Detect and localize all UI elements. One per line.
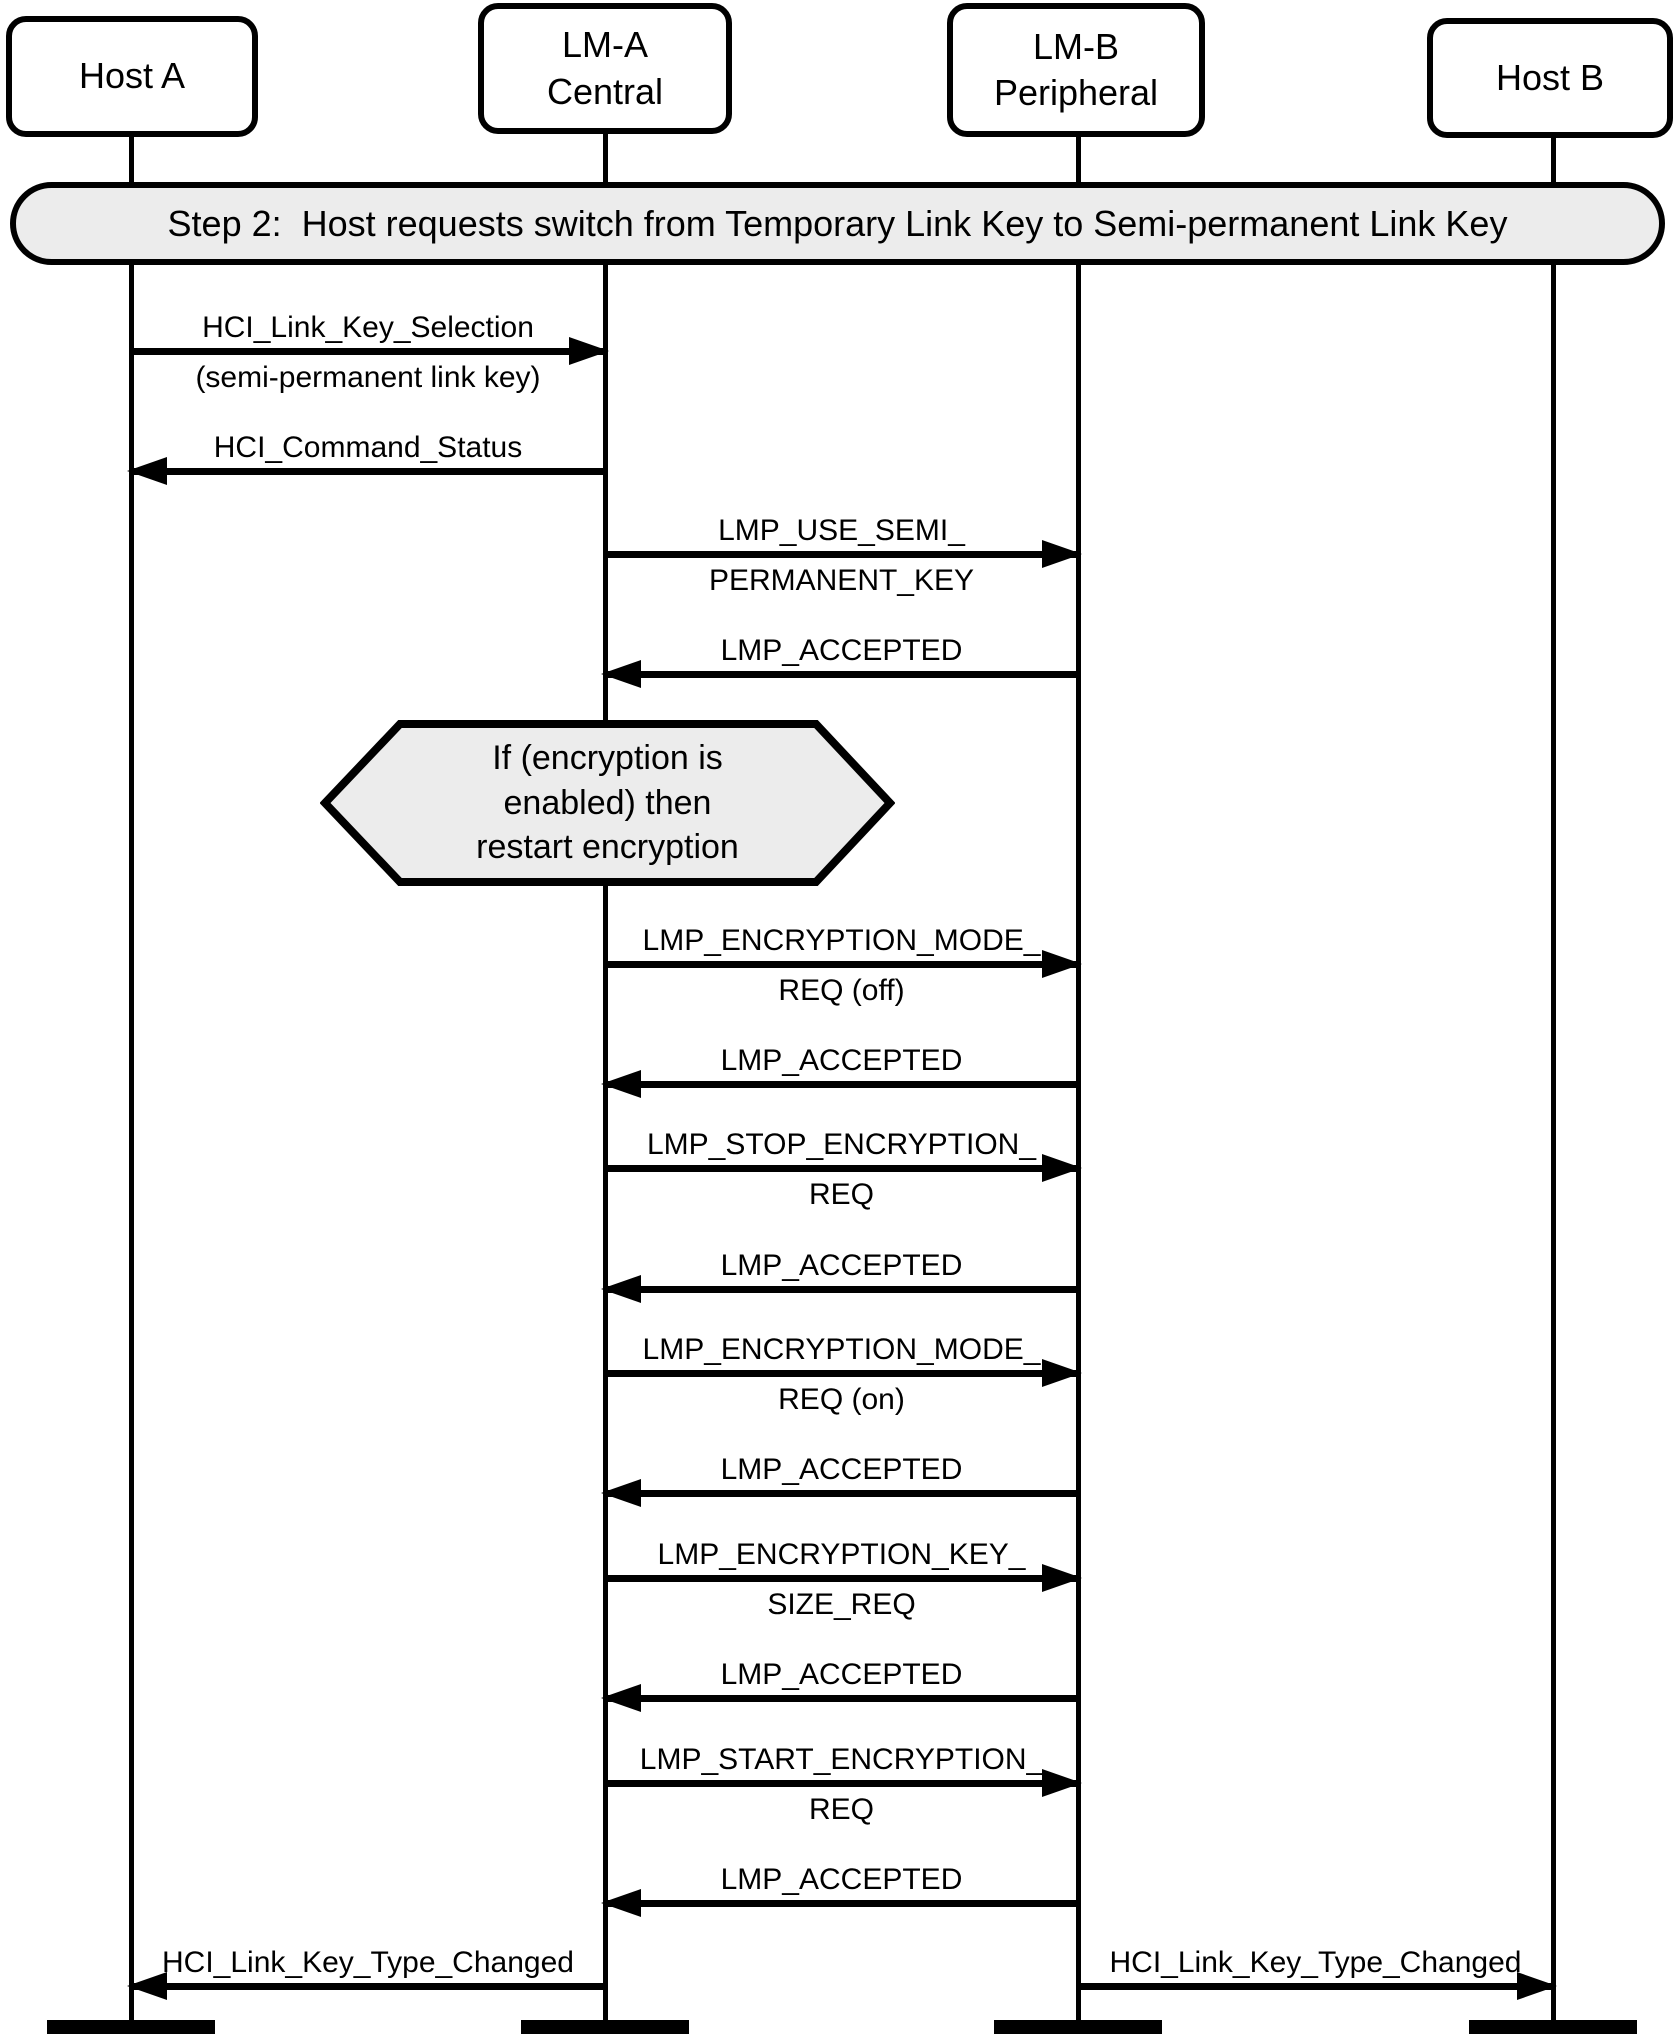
message-label: LMP_STOP_ENCRYPTION_ xyxy=(646,1128,1037,1161)
message-sublabel: REQ (on) xyxy=(778,1383,905,1416)
arrowhead-left-icon xyxy=(601,660,641,688)
message-label: HCI_Link_Key_Type_Changed xyxy=(162,1946,574,1979)
arrowhead-left-icon xyxy=(601,1889,641,1917)
actor-box-lm-a-central xyxy=(478,3,732,134)
message-label: HCI_Link_Key_Type_Changed xyxy=(1109,1946,1522,1979)
step-banner xyxy=(10,182,1665,265)
condition-line: enabled) then xyxy=(503,783,712,822)
condition-text xyxy=(320,718,895,888)
lifeline-end-bar xyxy=(1469,2020,1637,2034)
message-label: LMP_ACCEPTED xyxy=(720,1044,963,1077)
arrowhead-left-icon xyxy=(127,457,167,485)
message-label: LMP_USE_SEMI_ xyxy=(718,514,965,547)
arrowhead-left-icon xyxy=(601,1275,641,1303)
arrowhead-right-icon xyxy=(1517,1972,1557,2000)
lifeline-end-bar xyxy=(47,2020,215,2034)
message-label: LMP_ENCRYPTION_MODE_ xyxy=(642,1333,1041,1366)
arrowhead-left-icon xyxy=(601,1070,641,1098)
arrow-shaft xyxy=(605,1370,1078,1377)
actor-label: LM-A xyxy=(561,24,648,66)
message-label: HCI_Link_Key_Selection xyxy=(202,311,534,344)
lifeline-host-b xyxy=(1551,138,1556,2034)
message-label: LMP_ACCEPTED xyxy=(720,634,963,667)
arrow-shaft xyxy=(605,551,1078,558)
message-label: HCI_Command_Status xyxy=(213,431,523,464)
arrow-shaft xyxy=(131,468,605,475)
message-label: LMP_ACCEPTED xyxy=(720,1453,963,1486)
condition-line: restart encryption xyxy=(476,828,739,867)
step-banner-text: Step 2: Host requests switch from Temporary Link Key to Semi-permanent Link Key xyxy=(167,202,1508,244)
arrow-shaft xyxy=(605,1780,1078,1787)
arrow-shaft xyxy=(605,671,1078,678)
arrow-shaft xyxy=(605,1900,1078,1907)
lifeline-end-bar xyxy=(994,2020,1162,2034)
message-label: LMP_ACCEPTED xyxy=(720,1658,963,1691)
actor-label: LM-B xyxy=(1032,25,1119,67)
arrow-shaft xyxy=(605,1575,1078,1582)
arrow-shaft xyxy=(131,348,605,355)
arrowhead-left-icon xyxy=(601,1479,641,1507)
message-sublabel: PERMANENT_KEY xyxy=(708,564,975,597)
arrow-shaft xyxy=(605,1490,1078,1497)
arrow-shaft xyxy=(605,1695,1078,1702)
arrow-shaft xyxy=(605,1081,1078,1088)
actor-label: Host A xyxy=(78,55,186,97)
arrow-shaft xyxy=(605,1286,1078,1293)
lifeline-host-a xyxy=(129,137,134,2034)
arrow-shaft xyxy=(605,1165,1078,1172)
arrowhead-left-icon xyxy=(127,1972,167,2000)
arrowhead-left-icon xyxy=(601,1684,641,1712)
actor-sublabel: Central xyxy=(546,70,664,112)
message-sublabel: SIZE_REQ xyxy=(767,1588,916,1621)
message-sublabel: (semi-permanent link key) xyxy=(195,361,541,394)
message-label: LMP_ACCEPTED xyxy=(720,1863,963,1896)
actor-label: Host B xyxy=(1495,56,1605,98)
actor-box-host-b xyxy=(1427,18,1673,138)
actor-sublabel: Peripheral xyxy=(993,72,1159,113)
condition-hexagon xyxy=(320,718,895,888)
arrow-shaft xyxy=(131,1983,605,1990)
message-sublabel: REQ xyxy=(808,1793,874,1826)
condition-line: If (encryption is xyxy=(492,738,723,777)
message-label: LMP_START_ENCRYPTION_ xyxy=(639,1743,1044,1776)
lifeline-end-bar xyxy=(521,2020,689,2034)
message-sublabel: REQ xyxy=(808,1178,874,1211)
arrow-shaft xyxy=(1078,1983,1553,1990)
message-label: LMP_ACCEPTED xyxy=(720,1249,963,1282)
actor-box-lm-b-peripheral xyxy=(947,3,1205,137)
message-label: LMP_ENCRYPTION_MODE_ xyxy=(642,924,1041,957)
arrow-shaft xyxy=(605,961,1078,968)
message-sublabel: REQ (off) xyxy=(778,974,905,1007)
message-label: LMP_ENCRYPTION_KEY_ xyxy=(657,1538,1026,1571)
actor-box-host-a xyxy=(6,16,258,137)
